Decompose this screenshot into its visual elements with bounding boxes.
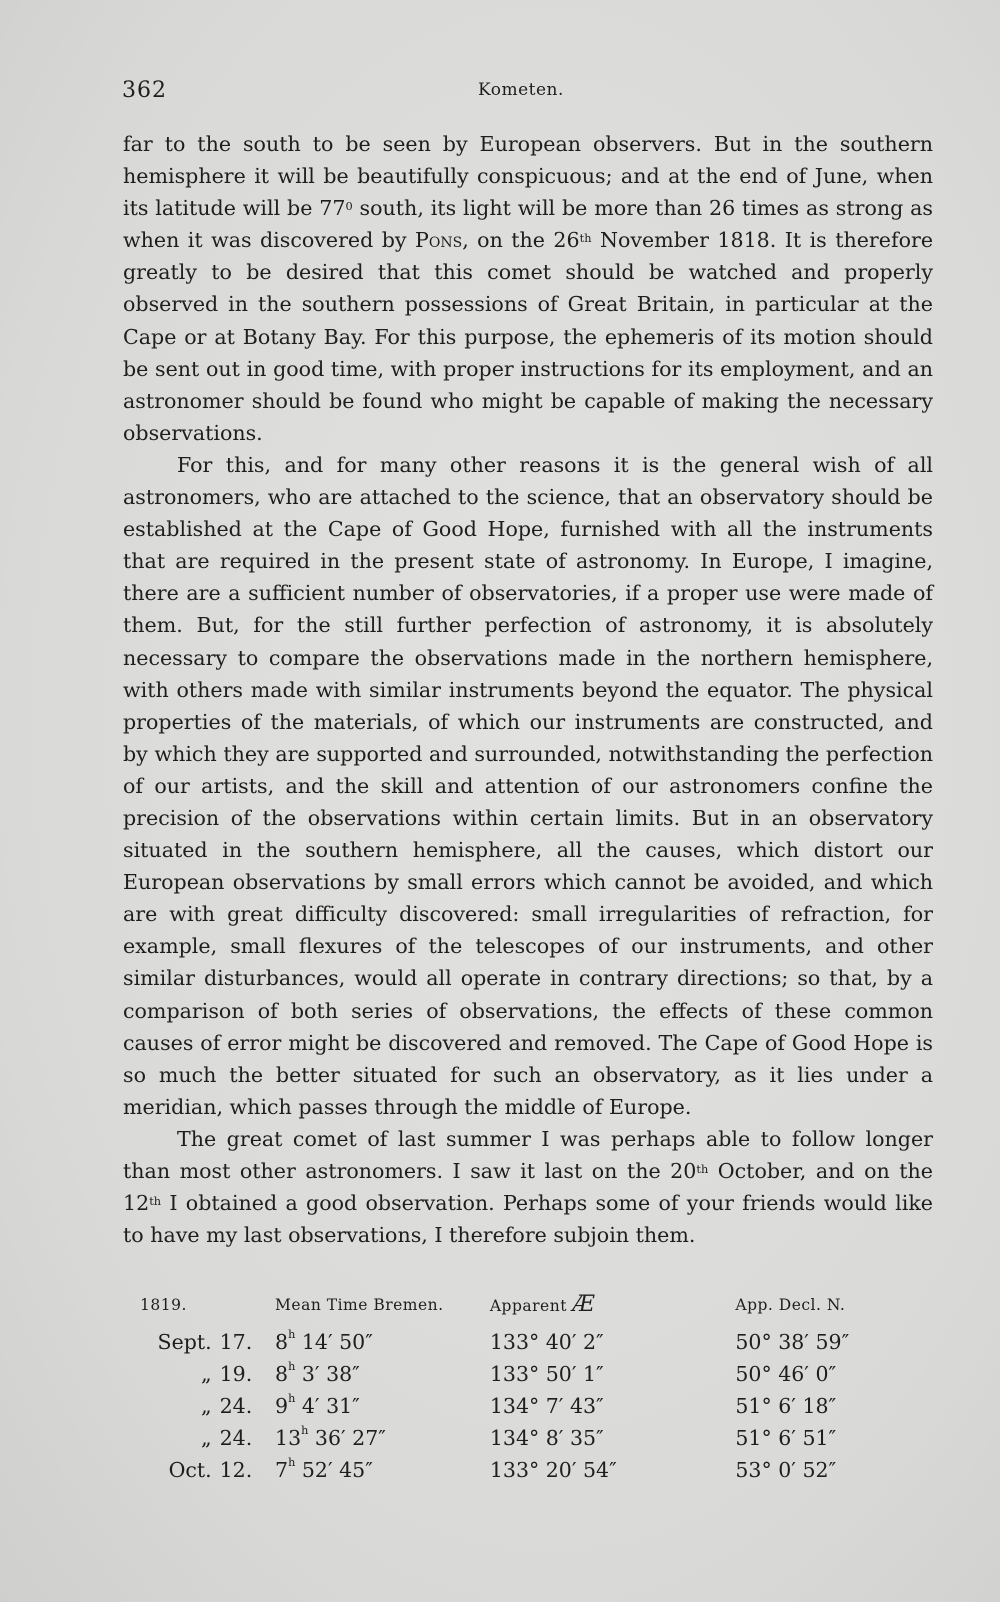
- row-day: 24.: [219, 1426, 253, 1450]
- p3-text-c: I obtained a good observation. Perhaps some of your friends would like to have my last observations, I therefore subjoin them.: [123, 1191, 933, 1248]
- row-declination: 51° 6′ 51″: [735, 1426, 837, 1450]
- p3-text-b: October, and on the 12: [123, 1159, 933, 1216]
- time-header: Mean Time Bremen.: [275, 1295, 444, 1314]
- paragraph-1: [123, 128, 933, 449]
- row-mean-time: [275, 1422, 490, 1454]
- table-row: [140, 1454, 940, 1486]
- row-declination: 53° 0′ 52″: [735, 1458, 837, 1482]
- row-right-ascension: 134° 8′ 35″: [489, 1426, 604, 1450]
- dec-header: App. Decl. N.: [735, 1295, 846, 1314]
- hour-mark: h: [288, 1456, 296, 1469]
- p1-text-a: far to the south to be seen by European observers. But in the southern hemisphere it will be beautifully conspicuous; and at the end of June, when its latitude will be 77: [123, 132, 933, 221]
- row-right-ascension: 133° 50′ 1″: [489, 1362, 604, 1386]
- row-day: 24.: [219, 1394, 253, 1418]
- p1-text-d: November 1818. It is therefore greatly to be desired that this comet should be watched and properly observed in the southern possessions of Great Britain, in particular at the Cape or at Botany Bay. For this purpose, the ephemeris of its motion should be sent out in good time, with proper instructions for its employment, and an astronomer should be found who might be capable of making the necessary observations.: [123, 228, 934, 445]
- paragraph-3: [123, 1123, 933, 1251]
- row-month: Sept.: [157, 1330, 212, 1354]
- ordinal-suffix: th: [579, 231, 592, 246]
- p3-text-a: The great comet of last summer I was perhaps able to follow longer than most other astronomers. I saw it last on the 20: [123, 1126, 933, 1183]
- row-declination: 51° 6′ 18″: [735, 1394, 837, 1418]
- hour-mark: h: [288, 1328, 296, 1341]
- name-pons: Pons: [415, 228, 463, 253]
- page-header: [0, 74, 1000, 108]
- hour-mark: h: [288, 1392, 296, 1405]
- row-min-sec: 36′ 27″: [308, 1426, 386, 1450]
- table-header-row: [140, 1292, 940, 1326]
- running-head: Kometen.: [478, 80, 564, 100]
- table-row: [140, 1390, 940, 1422]
- hour-mark: h: [288, 1360, 296, 1373]
- ra-header-label: Apparent: [489, 1297, 567, 1315]
- table-row: [140, 1422, 940, 1454]
- row-right-ascension: 134° 7′ 43″: [489, 1394, 604, 1418]
- row-day: 17.: [219, 1330, 253, 1354]
- row-hour: 8: [275, 1330, 289, 1354]
- year-header: 1819.: [140, 1295, 187, 1314]
- ordinal-suffix: th: [149, 1194, 162, 1209]
- paragraph-2: For this, and for many other reasons it is the general wish of all astronomers, who are attached to the science, that an observatory should be established at the Cape of Good Hope, furnished with all the instruments that are required in the present state of astronomy. In Europe, I imagine, there are a sufficient number of observatories, if a proper use were made of them. But, for the still further perfection of astronomy, it is absolutely necessary to compare the observations made in the northern hemisphere, with others made with similar instruments beyond the equator. The physical properties of the materials, of which our instruments are constructed, and by which they are supported and surrounded, notwithstanding the perfection of our artists, and the skill and attention of our astronomers confine the precision of the observations within certain limits. But in an observatory situated in the southern hemisphere, all the causes, which distort our European observations by small errors which cannot be avoided, and which are with great difficulty discovered: small irregularities of refraction, for example, small flexures of the telescopes of our instruments, and other similar disturbances, would all operate in contrary directions; so that, by a comparison of both series of observations, the effects of these common causes of error might be discovered and removed. The Cape of Good Hope is so much the better situated for such an observatory, as it lies under a meridian, which passes through the middle of Europe.: [123, 452, 933, 1119]
- body-text: [123, 128, 933, 1251]
- page-number: 362: [122, 78, 167, 103]
- ra-header: [490, 1292, 736, 1326]
- row-hour: 13: [275, 1426, 302, 1450]
- row-min-sec: 3′ 38″: [295, 1362, 360, 1386]
- row-hour: 8: [275, 1362, 289, 1386]
- p1-text-b: south, its light will be more than 26 times as strong as when it was discovered by: [123, 196, 933, 253]
- ordinal-suffix: th: [696, 1162, 709, 1176]
- row-month: „: [200, 1394, 212, 1418]
- row-day: 12.: [219, 1458, 253, 1482]
- observations-table: [140, 1292, 940, 1486]
- ra-symbol: Æ: [572, 1292, 595, 1317]
- table-row: [140, 1358, 940, 1390]
- row-hour: 9: [275, 1394, 289, 1418]
- row-month: „: [200, 1426, 212, 1450]
- hour-mark: h: [301, 1424, 309, 1437]
- row-right-ascension: 133° 20′ 54″: [489, 1458, 617, 1482]
- row-declination: 50° 38′ 59″: [735, 1330, 850, 1354]
- row-declination: 50° 46′ 0″: [735, 1362, 837, 1386]
- row-min-sec: 14′ 50″: [295, 1330, 373, 1354]
- p1-text-c: , on the 26: [462, 228, 580, 253]
- degree-mark: 0: [345, 199, 353, 214]
- row-hour: 7: [275, 1458, 289, 1482]
- row-right-ascension: 133° 40′ 2″: [489, 1330, 604, 1354]
- row-mean-time: [275, 1454, 490, 1486]
- row-min-sec: 4′ 31″: [295, 1394, 360, 1418]
- row-min-sec: 52′ 45″: [295, 1458, 373, 1482]
- row-mean-time: [275, 1358, 490, 1390]
- row-month: „: [200, 1362, 212, 1386]
- row-mean-time: [275, 1390, 490, 1422]
- row-day: 19.: [219, 1362, 253, 1386]
- row-mean-time: [275, 1326, 490, 1358]
- row-month: Oct.: [168, 1458, 212, 1482]
- table-row: [140, 1326, 940, 1358]
